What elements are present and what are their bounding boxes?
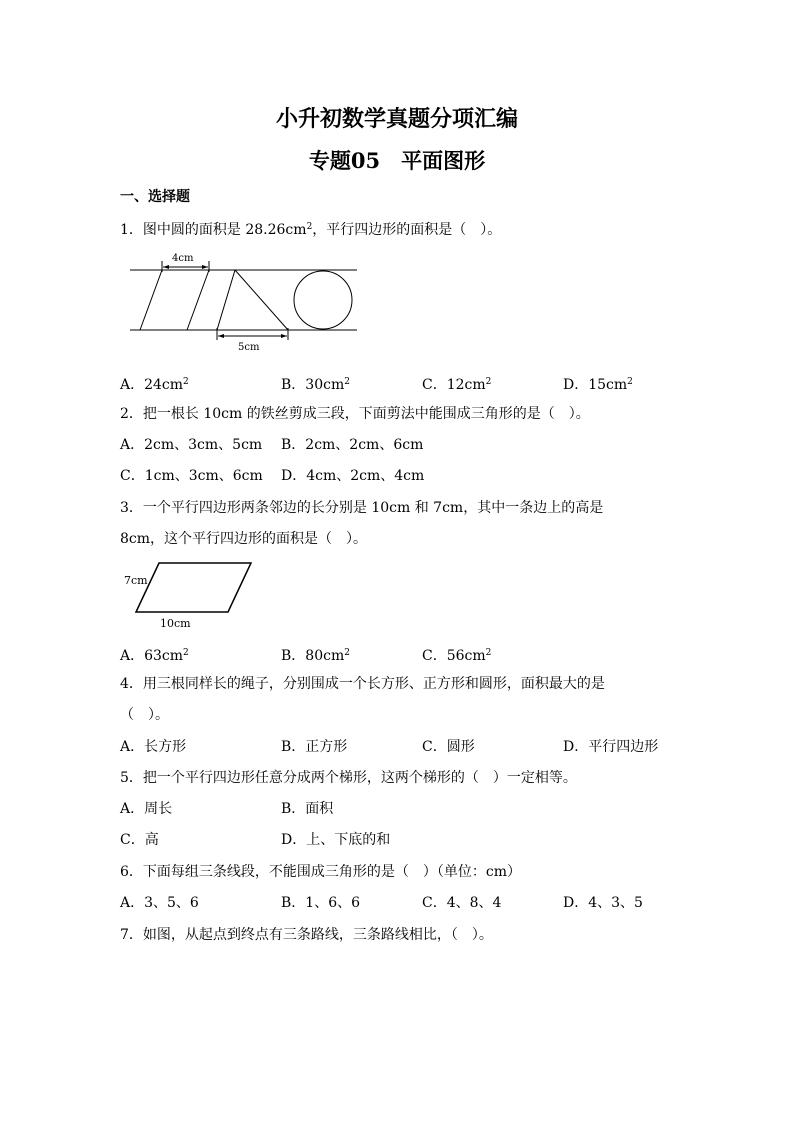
question-4-option-b[interactable]: B．正方形: [281, 739, 348, 755]
question-5-stem: 5．把一个平行四边形任意分成两个梯形，这两个梯形的（ ）一定相等。: [120, 770, 577, 786]
question-1-figure: [125, 250, 365, 355]
question-3-option-a[interactable]: A．$63cm^2$: [120, 648, 189, 664]
circle-shape: [294, 271, 352, 329]
question-6-option-a[interactable]: A．3、5、6: [120, 895, 199, 911]
document-subtitle: 专题05 平面图形: [308, 148, 486, 173]
question-6-option-c[interactable]: C．4、8、4: [422, 895, 502, 911]
parallelogram-left-side: [140, 270, 162, 330]
question-5-option-d[interactable]: D．上、下底的和: [281, 832, 391, 848]
question-6-option-b[interactable]: B．1、6、6: [281, 895, 361, 911]
question-6-stem: 6．下面每组三条线段，不能围成三角形的是（ ）（单位：cm）: [120, 864, 522, 880]
7cm-label: 7cm: [124, 574, 148, 587]
question-5-option-a[interactable]: A．周长: [120, 801, 173, 817]
question-4-stem-line-1: 4．用三根同样长的绳子，分别围成一个长方形、正方形和圆形，面积最大的是: [120, 676, 605, 692]
document-title: 小升初数学真题分项汇编: [275, 106, 518, 132]
question-5-option-c[interactable]: C．高: [120, 832, 159, 848]
question-2-option-d[interactable]: D．4cm、2cm、4cm: [281, 468, 425, 484]
question-2-option-a[interactable]: A．2cm、3cm、5cm: [120, 437, 263, 453]
question-3-stem-line-2: 8cm，这个平行四边形的面积是（ ）。: [120, 531, 368, 547]
parallelogram-right-side: [187, 270, 209, 330]
question-2-option-b[interactable]: B．2cm、2cm、6cm: [281, 437, 424, 453]
question-4-option-c[interactable]: C．圆形: [422, 739, 475, 755]
question-6-option-d[interactable]: D．4、3、5: [563, 895, 643, 911]
question-1-option-a[interactable]: A．$24cm^2$: [120, 377, 189, 393]
question-3-figure: [118, 558, 258, 633]
question-3-option-b[interactable]: B．$80cm^2$: [281, 648, 350, 664]
triangle-left-side: [217, 270, 235, 330]
5cm-label: 5cm: [238, 342, 260, 353]
question-1-option-b[interactable]: B．$30cm^2$: [281, 377, 350, 393]
question-3-option-c[interactable]: C．$56cm^2$: [422, 648, 492, 664]
section-heading: 一、选择题: [120, 189, 190, 205]
parallelogram-shape: [136, 563, 251, 612]
question-1-option-c[interactable]: C．$12cm^2$: [422, 377, 492, 393]
triangle-right-side: [235, 270, 288, 330]
question-4-option-d[interactable]: D．平行四边形: [563, 739, 659, 755]
10cm-label: 10cm: [160, 617, 191, 630]
question-4-option-a[interactable]: A．长方形: [120, 739, 187, 755]
question-3-stem-line-1: 3．一个平行四边形两条邻边的长分别是 10cm 和 7cm，其中一条边上的高是: [120, 500, 604, 516]
question-1-stem: 1．图中圆的面积是 $28.26cm^2$，平行四边形的面积是（ ）。: [120, 222, 502, 238]
4cm-label: 4cm: [172, 253, 194, 264]
question-2-stem: 2．把一根长 10cm 的铁丝剪成三段，下面剪法中能围成三角形的是（ ）。: [120, 406, 590, 422]
question-4-stem-line-2: （ ）。: [120, 707, 169, 723]
question-1-option-d[interactable]: D．$15cm^2$: [563, 377, 633, 393]
question-2-option-c[interactable]: C．1cm、3cm、6cm: [120, 468, 263, 484]
question-5-option-b[interactable]: B．面积: [281, 801, 334, 817]
question-7-stem: 7．如图，从起点到终点有三条路线，三条路线相比，（ ）。: [120, 927, 493, 943]
